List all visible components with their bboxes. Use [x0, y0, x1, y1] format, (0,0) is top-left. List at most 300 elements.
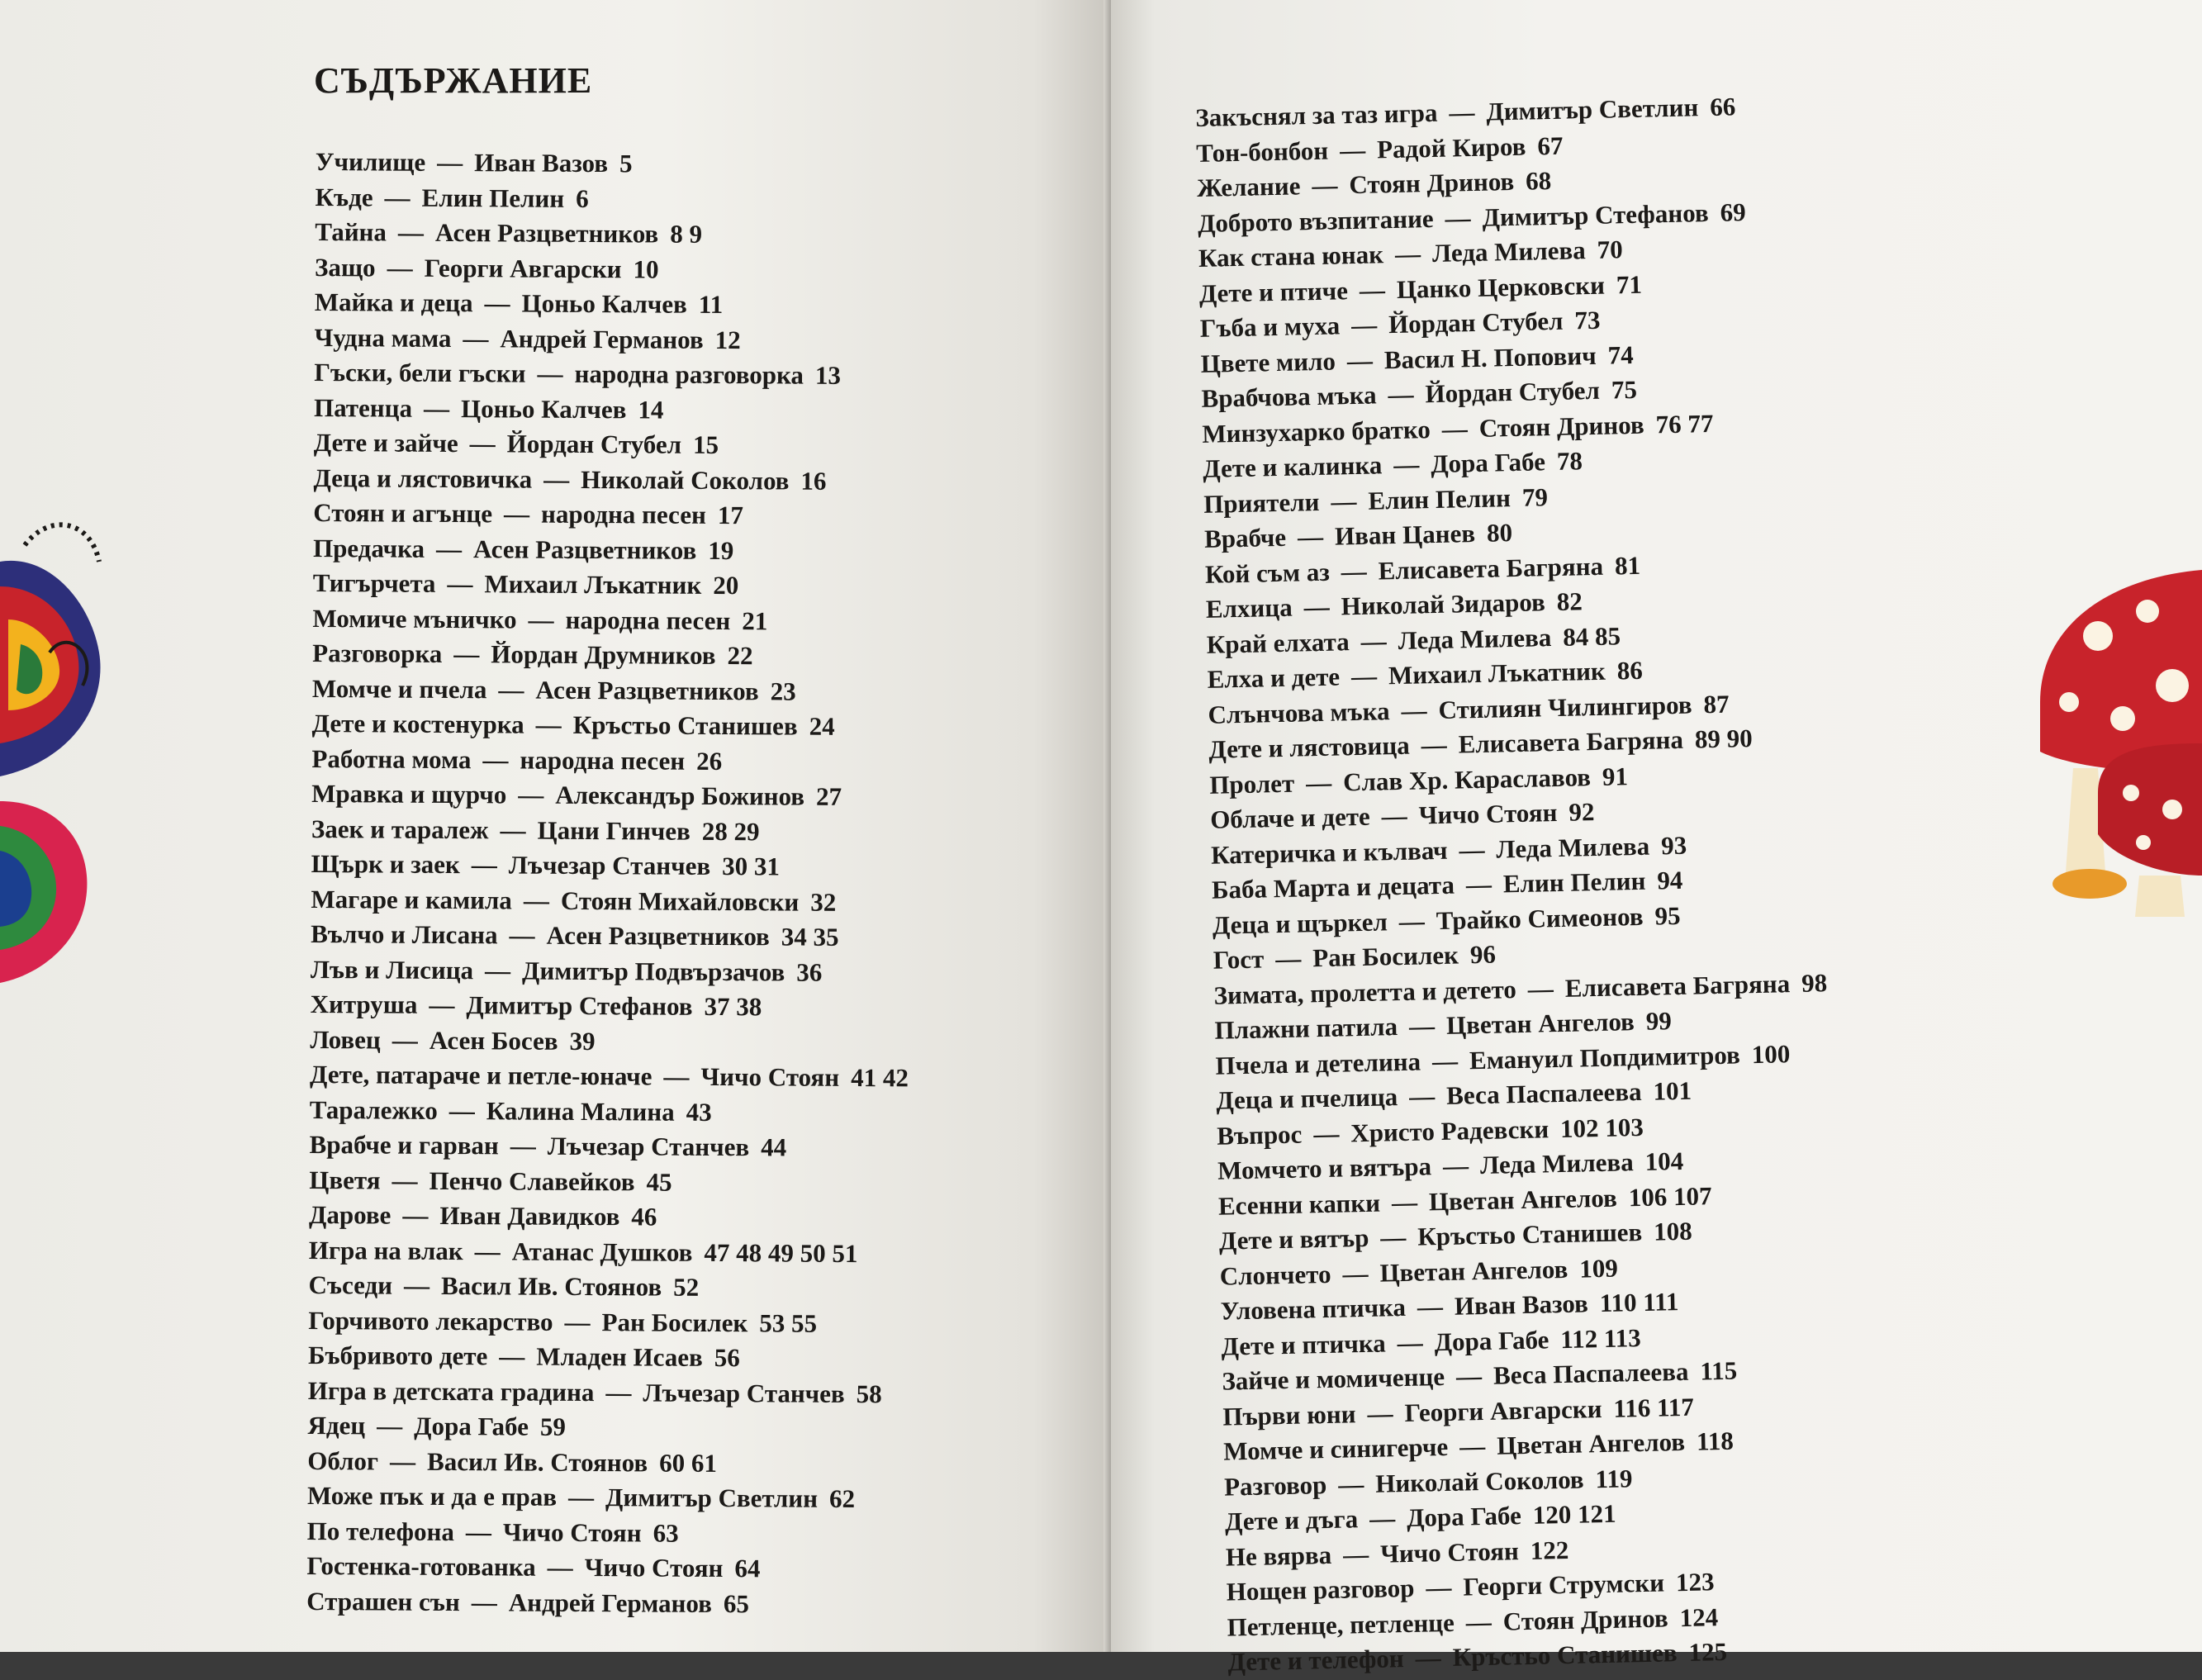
entry-author: народна песен	[541, 499, 706, 529]
entry-pages: 58	[856, 1379, 882, 1408]
entry-pages: 39	[569, 1026, 596, 1056]
entry-pages: 124	[1679, 1602, 1719, 1632]
entry-separator: —	[463, 323, 489, 353]
entry-title: Плажни патила	[1214, 1012, 1398, 1045]
entry-title: Закъснял за таз игра	[1195, 97, 1438, 132]
toc-entry	[314, 320, 913, 358]
entry-pages: 92	[1568, 797, 1595, 827]
entry-title: Край елхата	[1206, 626, 1350, 659]
entry-author: Цоньо Калчев	[460, 393, 627, 424]
entry-author: Кръстьо Станишев	[1452, 1638, 1678, 1672]
entry-title: Стоян и агънце	[313, 497, 493, 529]
entry-separator: —	[474, 1236, 501, 1265]
entry-separator: —	[403, 1270, 430, 1300]
toc-entry	[307, 1478, 906, 1517]
entry-pages: 112 113	[1559, 1322, 1641, 1354]
entry-title: Нощен разговор	[1226, 1573, 1415, 1606]
entry-title: Дете и лястовица	[1208, 730, 1411, 764]
entry-author: Ран Босилек	[601, 1307, 748, 1337]
entry-title: Игра в детската градина	[307, 1375, 595, 1407]
entry-title: Катеричка и кълвач	[1210, 835, 1448, 870]
entry-separator: —	[498, 674, 524, 705]
entry-pages: 52	[673, 1272, 700, 1302]
entry-pages: 23	[770, 676, 796, 706]
entry-author: Цветан Ангелов	[1428, 1183, 1618, 1216]
entry-author: Елисавета Багряна	[1378, 551, 1604, 585]
entry-separator: —	[1401, 695, 1427, 725]
entry-author: Лъчезар Станчев	[508, 850, 711, 880]
entry-author: Иван Вазов	[474, 148, 609, 178]
entry-separator: —	[1442, 1151, 1469, 1180]
entry-title: Бъбривото дете	[307, 1340, 488, 1371]
entry-title: Майка и деца	[314, 287, 473, 318]
entry-pages: 69	[1720, 197, 1746, 227]
entry-separator: —	[1426, 1572, 1452, 1602]
entry-title: Цветя	[309, 1165, 381, 1195]
entry-separator: —	[499, 1341, 525, 1371]
entry-author: Христо Радевски	[1350, 1113, 1549, 1147]
entry-author: Димитър Светлин	[1486, 93, 1699, 126]
entry-separator: —	[1360, 625, 1387, 656]
entry-pages: 46	[631, 1202, 657, 1232]
entry-title: По телефона	[306, 1516, 455, 1546]
entry-separator: —	[1393, 449, 1420, 480]
entry-separator: —	[429, 989, 455, 1020]
entry-pages: 12	[714, 325, 741, 354]
entry-author: Цанко Церковски	[1396, 270, 1606, 304]
entry-pages: 91	[1602, 761, 1629, 791]
entry-author: народна разговорка	[574, 358, 804, 390]
entry-separator: —	[1397, 1327, 1424, 1357]
entry-title: Приятели	[1203, 486, 1320, 519]
entry-title: Щърк и заек	[311, 848, 460, 880]
toc-entry	[313, 460, 912, 499]
entry-title: Ловец	[310, 1024, 381, 1055]
entry-separator: —	[1388, 379, 1414, 410]
entry-pages: 68	[1525, 165, 1552, 196]
entry-separator: —	[509, 920, 535, 950]
entry-separator: —	[1381, 800, 1408, 831]
entry-separator: —	[1441, 413, 1469, 444]
entry-author: Кръстьо Станишев	[572, 709, 798, 741]
entry-pages: 63	[653, 1518, 679, 1548]
entry-title: Уловена птичка	[1220, 1292, 1407, 1326]
entry-author: Цветан Ангелов	[1445, 1007, 1635, 1040]
entry-author: Леда Милева	[1431, 235, 1587, 268]
entry-author: Асен Босев	[429, 1025, 558, 1056]
entry-pages: 53 55	[759, 1307, 818, 1338]
entry-author: Радой Киров	[1376, 131, 1526, 164]
entry-author: Михаил Лъкатник	[1388, 656, 1606, 691]
entry-separator: —	[518, 780, 544, 809]
entry-author: Асен Разцветников	[535, 675, 759, 705]
toc-entry	[315, 285, 914, 324]
entry-pages: 87	[1703, 689, 1730, 719]
toc-entry	[312, 671, 911, 709]
toc-entry	[314, 425, 913, 464]
entry-separator: —	[387, 253, 413, 282]
entry-separator: —	[1455, 1361, 1483, 1391]
entry-pages: 119	[1595, 1463, 1633, 1493]
entry-separator: —	[435, 534, 463, 563]
toc-entry	[306, 1549, 905, 1587]
entry-pages: 36	[796, 957, 823, 987]
entry-title: Съседи	[308, 1269, 393, 1300]
entry-pages: 123	[1675, 1567, 1715, 1597]
entry-title: Момче и пчела	[311, 673, 487, 704]
entry-author: Стоян Михайловски	[560, 885, 800, 917]
entry-author: Йордан Друмников	[491, 639, 716, 670]
entry-title: Пчела и детелина	[1215, 1046, 1421, 1080]
toc-entry	[311, 776, 910, 815]
entry-title: Деца и щъркел	[1212, 906, 1388, 940]
entry-author: Леда Милева	[1479, 1147, 1635, 1180]
entry-pages: 99	[1645, 1006, 1673, 1036]
entry-separator: —	[1391, 1187, 1418, 1217]
entry-author: Димитър Подвързачов	[522, 956, 785, 986]
entry-pages: 24	[809, 711, 835, 741]
entry-title: Таралежко	[309, 1094, 438, 1125]
entry-title: Патенца	[313, 392, 413, 423]
entry-author: Слав Хр. Караславов	[1342, 762, 1592, 796]
entry-author: Чичо Стоян	[1418, 798, 1558, 830]
entry-separator: —	[1342, 1258, 1369, 1288]
entry-pages: 65	[723, 1588, 750, 1618]
entry-pages: 118	[1696, 1426, 1735, 1456]
toc-list-right	[1195, 88, 1841, 1680]
entry-pages: 14	[638, 394, 664, 425]
entry-pages: 108	[1653, 1216, 1693, 1246]
entry-title: Дете и калинка	[1202, 450, 1383, 483]
toc-entry	[314, 355, 913, 394]
entry-separator: —	[1398, 905, 1426, 936]
entry-pages: 62	[828, 1483, 856, 1514]
entry-title: Разговорка	[312, 638, 443, 668]
entry-pages: 30 31	[722, 852, 780, 881]
toc-entry	[312, 706, 911, 745]
entry-pages: 13	[814, 360, 842, 390]
toc-entry	[308, 1338, 907, 1377]
entry-author: Васил Ив. Стоянов	[440, 1270, 662, 1302]
entry-separator: —	[384, 183, 411, 212]
entry-author: Андрей Германов	[500, 323, 704, 354]
entry-separator: —	[392, 1165, 418, 1195]
entry-separator: —	[523, 885, 549, 915]
entry-title: Въпрос	[1216, 1119, 1303, 1151]
entry-title: Дете, патараче и петле-юначе	[310, 1059, 653, 1091]
entry-author: Чичо Стоян	[584, 1553, 724, 1583]
entry-author: Николай Соколов	[581, 464, 790, 496]
entry-pages: 26	[696, 746, 723, 776]
entry-pages: 74	[1607, 339, 1634, 370]
entry-author: Веса Паспалеева	[1445, 1076, 1642, 1110]
entry-separator: —	[402, 1200, 429, 1230]
entry-title: Дете и телефон	[1227, 1644, 1405, 1677]
entry-pages: 41 42	[851, 1062, 909, 1093]
entry-separator: —	[1459, 1431, 1486, 1461]
entry-title: Слончето	[1219, 1259, 1331, 1291]
entry-author: Чичо Стоян	[1379, 1535, 1520, 1568]
entry-title: Врабчова мъка	[1201, 380, 1377, 413]
entry-separator: —	[392, 1025, 418, 1055]
entry-separator: —	[1297, 521, 1324, 552]
entry-pages: 75	[1611, 374, 1638, 405]
toc-entry	[311, 917, 909, 956]
entry-title: Не вярва	[1225, 1540, 1332, 1572]
entry-pages: 101	[1653, 1075, 1692, 1106]
entry-author: Чичо Стоян	[502, 1516, 642, 1547]
entry-pages: 47 48 49 50 51	[704, 1237, 858, 1268]
entry-pages: 120 121	[1532, 1498, 1616, 1530]
entry-pages: 110 111	[1599, 1287, 1679, 1318]
entry-separator: —	[448, 1095, 475, 1125]
entry-author: Стоян Дринов	[1349, 166, 1515, 200]
entry-title: Магаре и камила	[311, 884, 512, 914]
entry-title: Елха и дете	[1207, 662, 1341, 694]
entry-title: Гостенка-готованка	[306, 1550, 536, 1582]
entry-author: Дора Габе	[1434, 1324, 1549, 1356]
entry-author: Цветан Ангелов	[1496, 1426, 1686, 1460]
entry-title: Слънчова мъка	[1208, 695, 1390, 729]
entry-separator: —	[465, 1516, 492, 1546]
entry-separator: —	[1445, 202, 1471, 233]
entry-title: Тайна	[315, 216, 387, 247]
entry-pages: 79	[1521, 482, 1549, 512]
entry-title: Лъв и Лисица	[310, 954, 474, 985]
toc-entry	[311, 847, 910, 885]
entry-pages: 66	[1709, 92, 1736, 121]
entry-title: Минзухарко братко	[1202, 414, 1431, 448]
entry-author: Димитър Стефанов	[466, 990, 693, 1021]
entry-title: Желание	[1196, 171, 1301, 202]
entry-title: Вълчо и Лисана	[311, 918, 498, 950]
entry-pages: 19	[708, 535, 734, 565]
entry-separator: —	[1331, 486, 1357, 516]
entry-separator: —	[537, 358, 563, 388]
entry-title: Зайче и момиченце	[1222, 1362, 1445, 1396]
entry-pages: 84 85	[1562, 620, 1621, 652]
entry-separator: —	[1465, 869, 1493, 899]
entry-pages: 21	[742, 605, 768, 635]
entry-title: Работна мома	[311, 743, 472, 774]
entry-author: Пенчо Славейков	[429, 1165, 635, 1196]
entry-title: Защо	[314, 252, 376, 282]
entry-pages: 106 107	[1628, 1180, 1712, 1212]
entry-author: Дора Габе	[1406, 1501, 1522, 1533]
entry-pages: 56	[714, 1342, 740, 1373]
entry-pages: 6	[576, 183, 589, 213]
entry-title: Баба Марта и децата	[1211, 870, 1455, 904]
entry-pages: 16	[800, 466, 827, 496]
entry-pages: 43	[686, 1097, 712, 1127]
toc-list-left	[306, 145, 914, 1622]
entry-separator: —	[469, 429, 496, 458]
entry-pages: 81	[1614, 550, 1641, 580]
entry-separator: —	[500, 814, 526, 845]
entry-separator: —	[423, 393, 450, 423]
entry-separator: —	[1337, 1469, 1364, 1499]
entry-separator: —	[1459, 834, 1485, 865]
entry-pages: 86	[1616, 655, 1644, 686]
entry-author: Атанас Душков	[511, 1236, 693, 1267]
entry-author: Лъчезар Станчев	[547, 1131, 750, 1162]
entry-pages: 78	[1556, 446, 1583, 476]
toc-entry	[309, 1232, 908, 1271]
entry-author: Васил Н. Попович	[1383, 340, 1597, 374]
entry-author: Йордан Стубел	[1388, 306, 1564, 339]
entry-author: Иван Давидков	[439, 1200, 620, 1232]
entry-separator: —	[1342, 1539, 1369, 1569]
right-page	[1111, 0, 2202, 1677]
entry-title: Облог	[307, 1445, 379, 1475]
entry-author: Йордан Стубел	[1425, 375, 1601, 409]
entry-author: Александър Божинов	[555, 780, 805, 811]
entry-separator: —	[1346, 345, 1374, 375]
entry-author: Иван Вазов	[1454, 1288, 1589, 1321]
entry-author: Младен Исаев	[536, 1341, 703, 1372]
entry-title: Момче и синигерче	[1222, 1431, 1449, 1466]
entry-separator: —	[453, 639, 480, 669]
entry-pages: 28 29	[701, 816, 760, 846]
toc-entry	[310, 1092, 909, 1131]
toc-entry	[311, 811, 910, 850]
entry-title: Кой съм аз	[1204, 557, 1331, 589]
entry-separator: —	[1415, 1643, 1442, 1673]
entry-pages: 67	[1537, 131, 1564, 160]
entry-pages: 71	[1616, 269, 1643, 299]
entry-pages: 94	[1656, 865, 1683, 895]
entry-pages: 44	[761, 1132, 787, 1162]
entry-author: Иван Цанев	[1334, 519, 1476, 551]
entry-pages: 27	[815, 781, 842, 811]
entry-pages: 109	[1578, 1253, 1619, 1284]
entry-title: Горчивото лекарство	[308, 1305, 553, 1336]
toc-entry	[309, 1127, 908, 1166]
entry-separator: —	[510, 1131, 536, 1160]
entry-title: Врабче и гарван	[309, 1129, 499, 1160]
toc-entry	[311, 741, 910, 780]
entry-title: Деца и пчелица	[1215, 1082, 1398, 1115]
entry-author: Дора Габе	[414, 1411, 529, 1441]
toc-entry	[311, 881, 909, 920]
entry-title: Облаче и дете	[1209, 801, 1371, 834]
entry-author: Дора Габе	[1430, 447, 1546, 479]
entry-separator: —	[1274, 943, 1302, 974]
entry-author: Стоян Дринов	[1502, 1602, 1668, 1636]
entry-title: Дете и птиче	[1198, 275, 1349, 308]
entry-title: Хитруша	[310, 989, 418, 1019]
entry-title: Зимата, пролетта и детето	[1213, 974, 1517, 1010]
entry-separator: —	[535, 709, 562, 739]
entry-title: Врабче	[1203, 522, 1287, 553]
entry-separator: —	[1303, 591, 1331, 622]
entry-author: Елин Пелин	[1502, 866, 1646, 899]
left-page	[0, 0, 1111, 1652]
entry-author: Трайко Симеонов	[1436, 901, 1644, 935]
entry-pages: 34 35	[781, 922, 839, 952]
entry-author: Елисавета Багряна	[1564, 968, 1791, 1003]
entry-title: Къде	[315, 182, 373, 211]
entry-pages: 22	[727, 641, 753, 671]
entry-pages: 102 103	[1559, 1112, 1644, 1143]
entry-separator: —	[1367, 1398, 1393, 1428]
entry-separator: —	[547, 1552, 573, 1582]
entry-separator: —	[471, 1587, 497, 1616]
entry-separator: —	[1312, 1118, 1340, 1148]
entry-pages: 59	[539, 1412, 567, 1441]
entry-pages: 20	[713, 570, 739, 600]
entry-pages: 60 61	[659, 1448, 718, 1478]
entry-author: Стоян Дринов	[1478, 410, 1645, 443]
entry-title: Дете и костенурка	[311, 708, 524, 739]
entry-title: Момчето и вятъра	[1217, 1151, 1432, 1185]
entry-separator: —	[377, 1411, 403, 1440]
entry-title: Момиче мъничко	[312, 603, 517, 634]
entry-separator: —	[1339, 135, 1366, 164]
entry-title: Училище	[315, 146, 426, 177]
entry-separator: —	[1465, 1606, 1493, 1637]
entry-title: Страшен сън	[306, 1586, 460, 1616]
entry-title: Дете и дъга	[1224, 1504, 1359, 1536]
entry-author: Емануил Попдимитров	[1469, 1039, 1741, 1075]
toc-entry	[315, 215, 914, 254]
entry-separator: —	[1369, 1503, 1396, 1533]
entry-separator: —	[484, 288, 510, 318]
entry-separator: —	[564, 1307, 591, 1336]
toc-entry	[311, 987, 909, 1026]
entry-pages: 122	[1530, 1535, 1569, 1565]
entry-separator: —	[504, 499, 530, 529]
entry-separator: —	[1305, 767, 1332, 797]
toc-entry	[310, 1057, 909, 1096]
entry-author: Васил Ив. Стоянов	[426, 1446, 648, 1477]
entry-title: Цвете мило	[1200, 346, 1336, 378]
toc-entry	[307, 1443, 906, 1482]
entry-title: Тигърчета	[312, 567, 436, 598]
entry-pages: 115	[1700, 1355, 1738, 1386]
mushroom-illustration	[2040, 562, 2202, 925]
entry-separator: —	[528, 605, 554, 634]
contents-heading: СЪДЪРЖАНИЕ	[314, 60, 593, 101]
entry-pages: 73	[1574, 305, 1601, 335]
entry-author: Елин Пелин	[1368, 482, 1512, 515]
entry-author: Йордан Стубел	[506, 429, 682, 459]
entry-separator: —	[1408, 1081, 1436, 1111]
entry-separator: —	[568, 1482, 595, 1512]
toc-entry	[314, 390, 913, 429]
entry-title: Доброто възпитание	[1197, 203, 1434, 238]
entry-title: Тон-бонбон	[1195, 135, 1329, 168]
entry-author: Чичо Стоян	[700, 1061, 840, 1092]
entry-separator: —	[397, 217, 425, 247]
entry-author: Леда Милева	[1398, 622, 1552, 655]
entry-author: Лъчезар Станчев	[643, 1377, 845, 1408]
entry-author: народна песен	[520, 745, 686, 776]
entry-pages: 89 90	[1694, 724, 1754, 754]
entry-title: Деца и лястовичка	[313, 463, 533, 494]
entry-pages: 95	[1654, 900, 1681, 931]
entry-separator: —	[1350, 661, 1378, 691]
entry-author: Елисавета Багряна	[1458, 724, 1684, 759]
toc-entry	[310, 1022, 909, 1061]
entry-pages: 17	[717, 500, 743, 530]
entry-separator: —	[1449, 97, 1475, 127]
entry-pages: 93	[1660, 830, 1687, 860]
entry-separator: —	[471, 850, 497, 880]
entry-author: Димитър Стефанов	[1482, 197, 1709, 232]
entry-title: Гъба и муха	[1199, 311, 1341, 343]
entry-title: Гост	[1213, 944, 1265, 975]
